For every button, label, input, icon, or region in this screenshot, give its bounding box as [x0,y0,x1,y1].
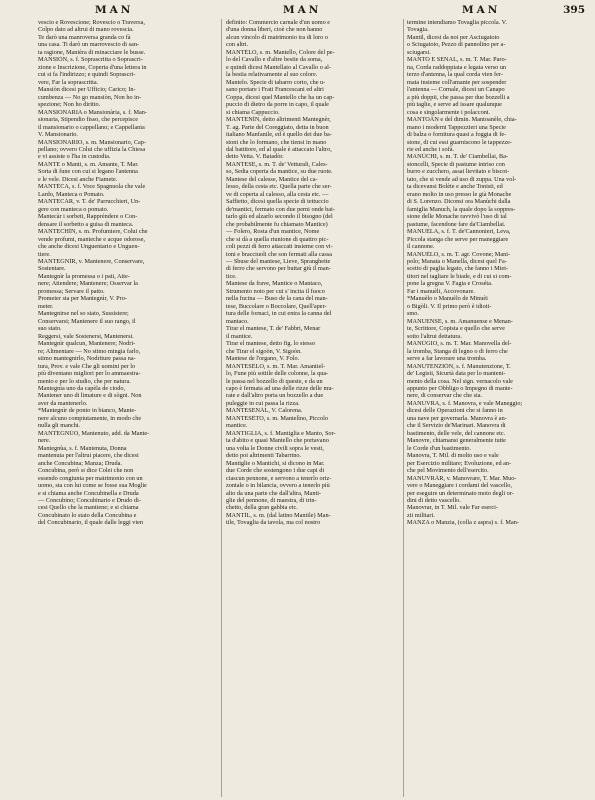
dictionary-line: MANSIONARIA o Mansionària, s. f. Man- [38,108,148,116]
dictionary-line: mento della cosa. Nel sign. vernacolo vale [407,377,513,385]
dictionary-line: Mantese da frave, Mantice o Mantaco, [226,280,323,288]
dictionary-column-right [407,19,587,797]
dictionary-line: anche Concubina; Manza; Druda. [38,459,122,467]
dictionary-line: dicesi delle Operazioni che si fanno in [407,407,503,415]
dictionary-line: uomo, sta con lui come se fosse sua Moglie [38,482,147,490]
dictionary-line: — Folero, Rosta d'un mantice, Nome [226,228,320,236]
dictionary-line: che si dà a quella riunione di quattro pic- [226,235,329,243]
dictionary-line: Far i manuèli, Accovonare. [407,287,475,295]
dictionary-line: — Sbuse del mantese, Lieve, Spranghette [226,258,331,265]
dictionary-line: sionaria, Stipendio fisso, che percepisce [38,116,138,124]
dictionary-line: italiano Manfanile, ed è quello dei due ba- [226,131,332,139]
dictionary-line: sano portare i Frati Francescani ed altri [226,86,324,94]
dictionary-line: vescio e Rovescione; Rovescio o Traversa, [38,19,145,26]
dictionary-line: re; Alimentare — No stimo mingia farlo, [38,347,141,355]
dictionary-line: lo del Cavallo e d'altre bestie da soma, [226,56,323,64]
dictionary-line: due Corde che sostengono i due capi di [226,467,325,475]
dictionary-line: tura, Prov. e vale Che gli uomini per lo [38,362,136,370]
dictionary-line: ve di coperta al calesso, alla cesta etc. — [226,190,329,198]
dictionary-line: lo, Fune più sottile delle colonne, la qua- [226,370,329,378]
page-number: 395 [563,4,585,16]
dictionary-line: mantice. [226,422,248,430]
dictionary-line: T. ag. Parte del Coreggiato, detta in buon [226,123,329,131]
dictionary-line: Sorta di fune con cui si legano l'antenna [38,168,138,176]
dictionary-line: ta dicevansi Bolète e anche Tonisti, ed [407,183,503,191]
dictionary-line: che probabilmente fu chiamato Mantice) [226,220,328,228]
dictionary-line: Sostentare. [38,265,66,273]
running-head-center: MAN [283,4,322,16]
dictionary-line: Tirar el mantese, detto fig. lo stesso [226,340,315,348]
dictionary-line: che anche dicesi Unguentario e Unguen- [38,243,140,251]
dictionary-line: tarlo giù ed alzarlo secondo il bisogno (del [226,213,333,221]
dictionary-line: cui si fa l'indirizzo; e quindi Soprascri- [38,71,136,79]
dictionary-line: MANTECHÌN, s. m. Profumiere, Colui che [38,228,148,236]
dictionary-line: nere, di conservar che che sia. [407,392,483,400]
dictionary-line: detto poi altrimenti Tabarrino. [226,452,302,460]
dictionary-line: MANTIGLIA, s. f. Mantiglia e Manto, Sor- [226,429,336,437]
dictionary-line: lesso, della cesta etc. Quella parte che ser- [226,183,332,191]
dictionary-line: Mantener uno di limature e di sògni. Non [38,392,142,400]
dictionary-line: Mantegnìr qualcun, Mantenere; Nodri- [38,340,136,348]
dictionary-line: Coppa, dicesi quel Mantello che ha un cap- [226,93,335,101]
dictionary-line: sciugarsi. [407,48,431,56]
dictionary-line: o Sciugatoio, Pezzo di pannolino per a- [407,41,506,49]
dictionary-line: le passa nel bozzello di queste, e da un [226,377,323,385]
dictionary-line: per eseguire un determinato moto degli or- [407,489,514,497]
dictionary-line: detto Vetta. V. Batadòr. [226,153,284,161]
dictionary-line: Strumento noto per cui s' incita il fuoco [226,287,325,295]
dictionary-line: MANZA o Manzia, (colla z aspra) s. f. Man- [407,519,519,527]
dictionary-line: MANUÈLO, s. m. T. agr. Covone; Mani- [407,250,511,258]
dictionary-line: stimo mantegnirlo, Nodriture passa na- [38,355,136,363]
dictionary-line: che Tirar el sigoòn, V. Sigoòn. [226,347,302,355]
dictionary-line: Mantegnìa uno da capèla de ciodo, [38,384,126,392]
dictionary-line: la tromba, Stanga di legno o di ferro che [407,347,508,355]
dictionary-line: zii militari. [407,511,435,519]
dictionary-line: Mantese del calesse, Mantice del ca- [226,175,318,183]
dictionary-line: Concubinato lo stato della Concubina e [38,511,137,519]
dictionary-line: e le vele. Dicesi anche Fiamete. [38,175,118,183]
dictionary-line: mata insieme coll'amante per sospender [407,78,507,86]
dictionary-line: MANTÈCA, s. f. Voce Spagnuola che vale [38,183,146,191]
dictionary-line: serve a far lavorare una tromba. [407,355,487,363]
dictionary-line: nere; Attendere; Mantenere; Osservar la [38,280,138,288]
dictionary-line: dini di detto vascello. [407,497,461,504]
dictionary-line: Colpo dato ad altrui di mano rovescia. [38,26,134,34]
dictionary-line: MANSIONARIO, s. m. Mansionario, Cap- [38,138,146,146]
dictionary-line: MANTEGNÌR, v. Mantenere, Conservare, [38,258,145,265]
dictionary-line: Mantegnirse nel so stato, Sussistere; [38,310,129,318]
dictionary-line: de'mantici, fermato con due perni onde bat- [226,205,335,213]
dictionary-line: MANTESE, s. m. T. de' Vetturali, Cales- [226,160,328,168]
dictionary-line: tile, Tovaglia da tavola, ma col nostro [226,519,321,527]
dictionary-line: pellano; ovvero Colui che uffizia la Chiesa [38,145,146,153]
dictionary-line: cumbenza — No go mansiòn, Non ho in- [38,93,142,101]
dictionary-line: te, Scrittore, Copista e quello che serve [407,325,505,333]
dictionary-line: MANTECÀR, v. T. de' Parrucchieri, Un- [38,198,141,206]
dictionary-line: dal battitore, ed al quale è attaccato l'altro, [226,145,332,153]
dictionary-line: promessa; Servare il patto. [38,287,105,295]
dictionary-line: le Corde d'un bastimento. [407,444,471,452]
dictionary-line: MANTESÈLO, s. m. T. Mar. Amantiel- [226,362,326,370]
dictionary-line: nere. [38,437,51,445]
column-divider-right [403,19,404,797]
dictionary-line: Mantiglie o Mantichi, si dicono in Mar. [226,459,325,467]
dictionary-line: il mantice. [226,332,253,340]
dictionary-line: più diventano migliori per lo ammaestra- [38,370,141,378]
dictionary-line: per Esercizio militare; Evoluzione, ed an- [407,459,512,467]
dictionary-line: MANUVRA, s. f. Manovra, e vale Maneggio; [407,399,523,407]
dictionary-line: MANTESÈTO, s. m. Mantelìno, Piccolo [226,414,328,422]
dictionary-line: rie ed anche i sofà. [407,145,455,153]
dictionary-line: essendo congiunta per matrimonio con un [38,474,143,482]
dictionary-line: cosa e singolarmente i polacconi. [407,108,491,116]
dictionary-line: meter. [38,302,54,310]
dictionary-line: scetto di paglia legato, che fanno i Miet- [407,265,509,273]
dictionary-line: stoncelli, Specie di pastume intriso con [407,160,505,168]
dictionary-line: e quindi dicesi Mantellato al Cavallo o al- [226,63,332,71]
dictionary-line: una casa. Ti darò un marrovescio di san- [38,41,140,49]
dictionary-line: e si chiama anche Concubinella e Druda [38,489,139,497]
dictionary-line: tura delle fornaci, in cui entra la canna del [226,310,332,318]
dictionary-line: titori nel tagliare le biade, e di cui si com- [407,272,512,280]
dictionary-line: la bestia relativamente al suo colore. [226,71,318,79]
dictionary-line: MANTENÌN, detto altrimenti Mantegnèr, [226,116,331,124]
dictionary-line: *Manuèlo o Manuèlo de Minuèi [407,295,488,303]
dictionary-line: famiglia Manuch, la quale dopo la soppres- [407,205,516,213]
dictionary-line: che il Servizio de'Marinari. Manovra di [407,422,506,430]
dictionary-line: mento e per lo studio, che per natura. [38,377,131,385]
dictionary-line: nere alcuno compiutamente, in modo che [38,414,142,422]
dictionary-line: MANUTENZIÒN, s. f. Manutenzione, T. [407,362,511,370]
dictionary-line: di balza o fornitura quasi a foggia di fe- [407,131,507,139]
dictionary-line: Mansiòn dicesi per Ufficio; Carico; In- [38,86,136,94]
dictionary-line: coli pezzi di ferro attaccati insieme con vi- [226,243,333,251]
dictionary-line: vende profumi, manteche e acque odorose, [38,235,146,243]
dictionary-line: d'una donna liberi, cioè che non hanno [226,26,323,34]
dictionary-line: o Bigòli. V. Il primo però è idioti- [407,302,492,310]
dictionary-line: Mantil, dicesi da noi per Asciugatoio [407,33,500,41]
dictionary-line: suo stato. [38,325,62,333]
dictionary-line: Mantese de l'organo, V. Folo. [226,355,300,363]
dictionary-line: Concubina, però si dice Colei che non [38,467,134,475]
dictionary-line: V. Mansionario. [38,131,78,139]
dictionary-line: Tovagia. [407,26,429,34]
dictionary-line: una nave per governarla. Manovra è an- [407,414,507,422]
dictionary-line: il mansionario o cappellano; e Cappellania [38,123,145,131]
dictionary-line: glie del pennone, di maestra, di trin- [226,497,317,504]
dictionary-line: l'antenna — Cornale, dicesi un Canapo [407,86,505,94]
dictionary-line: Mantelo. Specie di tabarro corto, che u- [226,78,326,86]
dictionary-line: smo. [407,310,419,318]
dictionary-line: cesi Quello che la mantiene; e si chiama [38,504,139,512]
dictionary-line: pastume, facendone fare da'Ciambellai. [407,220,506,228]
running-head-right: MAN [462,4,501,16]
dictionary-line: appunto per Obbligo o Impegno di mante- [407,384,513,392]
dictionary-line: Te darò una manroversa granda co fà [38,33,131,41]
dictionary-line: rate e dall'altro porta un bozzello a due [226,392,324,400]
dictionary-line: vere o Maneggiare i cordami del vascello, [407,482,512,490]
dictionary-line: MANÙGIO, s. m. T. Mar. Manovella del- [407,340,512,348]
dictionary-line: di S. Lorenzo. Diconsi ora Manùchi dalla [407,198,511,206]
dictionary-line: Saffietto, dicesi quella specie di tettuccio [226,198,329,206]
dictionary-line: capo è fermata ad una delle rizze delle mu- [226,384,334,392]
dictionary-line: puccio di dietro da porre in capo, il quale [226,101,329,109]
dictionary-line: il cannone. [407,243,435,251]
dictionary-line: Manovrar, in T. Mil. vale Far eserci- [407,504,498,512]
dictionary-line: Manovre, chiamansi generalmente tutte [407,437,506,445]
dictionary-line: tato, che si vende ad uso di zuppa. Una vol- [407,175,517,183]
dictionary-line: Lardo, Manteca o Pomato. [38,190,105,198]
dictionary-line: chetto, della gran gabbia etc. [226,504,298,512]
dictionary-line: stoni che lo formano, che tiensi in mano [226,138,327,146]
dictionary-line: che pel Movimento dell'esercito. [407,467,489,475]
dictionary-line: sione delle Monache ravvivò l'uso di tal [407,213,507,221]
dictionary-line: del Concubinario, il quale dalle leggi vien [38,519,144,527]
dictionary-line: Mantegnùa, s. f. Mantenuta, Donna [38,444,127,452]
dictionary-line: ta d'abito e quasi Mantello che portavano [226,437,329,445]
dictionary-line: e vi assiste o l'ha in custodia. [38,153,111,161]
dictionary-line: definito: Commercio carnale d'un uomo e [226,19,331,26]
dictionary-line: mantenuta per l'altrui piacere, che dicesi [38,452,139,460]
dictionary-line: toni e bracciuoli che son fermati alla cassa [226,250,333,258]
dictionary-line: MANUVRÀR, v. Manovrare, T. Mar. Muo- [407,474,517,482]
dictionary-line: Piccola stanga che serve per maneggiare [407,235,509,243]
dictionary-line: alto da una parte che dall'altra, Manti- [226,489,322,497]
dictionary-line: nella fucina — Buso de la cana del man- [226,295,328,303]
dictionary-line: termine intendiamo Tovaglia piccola. V. [407,19,507,26]
dictionary-line: tiere. [38,250,51,258]
dictionary-line: Conservarsi; Mantenere il suo rango, il [38,317,136,325]
dictionary-line: MANTEGNÙO, Mantenuto, add. da Mante- [38,429,150,437]
dictionary-column-left [38,19,218,797]
dictionary-line: Prometer sta per Mantegnìr, V. Pro- [38,295,127,303]
dictionary-line: MANÙCHI, s. m. T. de' Ciambellai, Ba- [407,153,509,161]
dictionary-line: MANTO E SENAL, s. m. T. Mar. Paro- [407,56,507,64]
dictionary-line: polo; Manata o Manella, dicesi quel Fa- [407,258,507,265]
dictionary-line: tese, Buccolare o Boccolare, Quell'aper- [226,302,327,310]
dictionary-line: na, Corda raddoppiata e legata verso un [407,63,507,71]
dictionary-line: Reggersi, vale Sostenersi, Mantenersi. [38,332,134,340]
dictionary-line: zione e Inscrizione, Coperta d'una lettera in [38,63,147,71]
dictionary-line: si chiama Cappuccio. [226,108,280,116]
dictionary-line: MANSIÒN, s. f. Soprascritta o Soprascri- [38,56,143,64]
dictionary-line: aver da mantenerlo. [38,399,88,407]
dictionary-line: — Concubino; Concubinario e Drudo di- [38,497,141,504]
dictionary-line: mantaco. [226,317,249,325]
dictionary-line: a più doppii, che passa per due bozzelli a [407,93,510,101]
column-divider-left [221,19,222,797]
page-header [0,4,595,18]
dictionary-line: MANTÌL, s. m. (dal latino Mantile) Man- [226,511,331,519]
dictionary-line: MANTÈLO, s. m. Mantello, Colore del pe- [226,48,335,56]
dictionary-line: de' Legisti, Sicurtà data per lo manteni- [407,370,506,378]
dictionary-line: di ferro che servono per buttar giù il man- [226,265,331,273]
dictionary-line: *Mantegnìr de ponto in bianco, Mante- [38,407,137,415]
dictionary-line: burro e zucchero, assai lievitato e biscot- [407,168,510,176]
dictionary-line: tice. [226,272,237,280]
dictionary-line: una volta le Donne civili sopra le vesti, [226,444,324,452]
running-head-left: MAN [95,4,134,16]
dictionary-line: gere con manteca o pomato. [38,205,109,213]
dictionary-line: so, Sedia coperta da mantice, su due ruote. [226,168,333,176]
dictionary-line: terzo d'antenna, la qual corda vien fer- [407,71,503,79]
dictionary-line: alcun vincolo di matrimonio tra di loro o [226,33,328,41]
dictionary-line: Tirar el mantese, T. de' Fabbri, Menar [226,325,321,333]
dictionary-line: ciascun pennone, e servono a tenerlo oriz- [226,474,332,482]
dictionary-line: zontale o in bilancia, ovvero a tenerlo più [226,482,330,490]
dictionary-line: vere, Far la soprascritta. [38,78,99,86]
dictionary-line: MANUÈLA, s. f. T. de'Cannonieri, Leva, [407,228,511,236]
dictionary-line: pone la gregna V. Fagia e Croséta. [407,280,493,288]
dictionary-line: MANTE o Manti, s. m. Amante, T. Mar. [38,160,139,168]
dictionary-line: Manovra, T. Mil. di molto uso e vale [407,452,499,460]
dictionary-line: MANUENSE, s. m. Amanuense e Menan- [407,317,513,325]
dictionary-line: spezione; Non ho diritto. [38,101,101,109]
dictionary-line: densare il sorbetto a guisa di manteca. [38,220,134,228]
dictionary-line: sotto l'altrui dettatura. [407,332,462,340]
dictionary-line: nulla gli manchi. [38,422,81,430]
dictionary-line: bastimento, delle vele, del cannone etc. [407,429,506,437]
dictionary-line: erano molto in uso presso le già Monache [407,190,512,198]
dictionary-line: stone, di cui essi guarniscono le tappezze- [407,138,512,146]
dictionary-line: con altri. [226,41,249,49]
dictionary-line: puleggie in cui passa la rizza. [226,399,300,407]
dictionary-line: più taglie, e serve ad issare qualunque [407,101,502,109]
dictionary-line: Mantegnìr la promessa o i pati, Atte- [38,272,130,280]
dictionary-line: Mantecàr i sorbeti, Rappréndere o Con- [38,213,138,221]
dictionary-line: MANTOÀN e del dimin. Mantoanèle, chia- [407,116,517,124]
dictionary-line: MANTESENÀL, V. Calorena. [226,407,303,415]
dictionary-column-middle [226,19,400,797]
dictionary-line: mano i moderni Tappezzieri una Specie [407,123,506,131]
dictionary-line: ta ragione, Manièra di minacciare le busse. [38,48,146,56]
